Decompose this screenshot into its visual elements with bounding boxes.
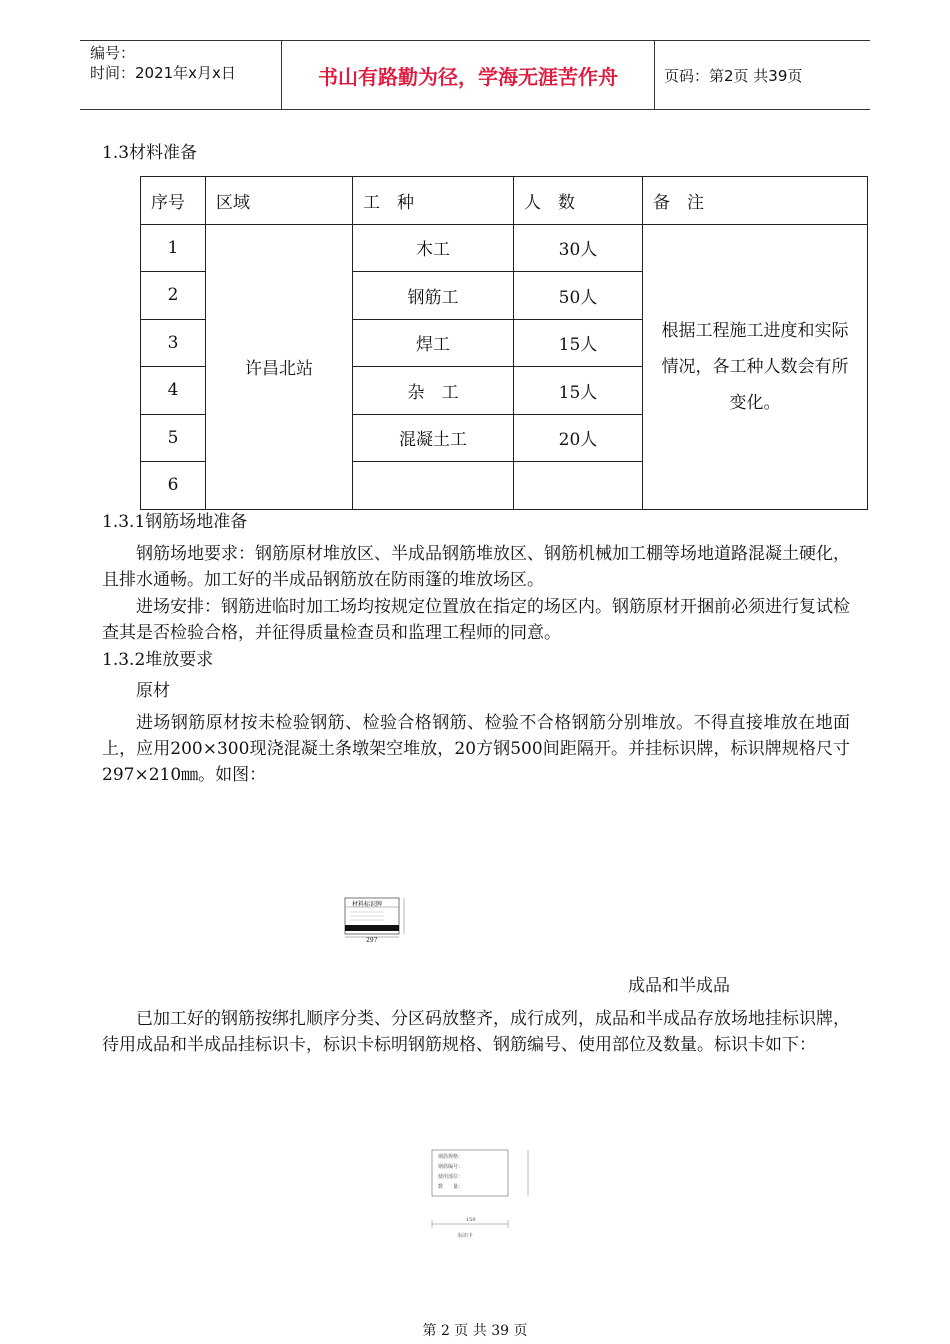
- remark-cell: 根据工程施工进度和实际情况，各工种人数会有所变化。: [643, 224, 868, 509]
- page-header: [80, 40, 870, 110]
- area-cell: 许昌北站: [206, 224, 353, 509]
- label-card-caption: 标识卡: [458, 1233, 474, 1239]
- table-row: [141, 224, 868, 272]
- subsection-title: 1.3.2堆放要求: [102, 650, 214, 670]
- count-cell: 15人: [514, 319, 643, 367]
- staff-table: [140, 176, 868, 510]
- header-meta: [80, 41, 282, 109]
- table-header-cell: 人 数: [514, 177, 643, 225]
- header-page-label: 页码：第2页 共39页: [664, 66, 803, 85]
- label-card-line: 使用部位：: [438, 1174, 464, 1180]
- row-number: 4: [141, 367, 206, 415]
- trade-cell: [353, 462, 514, 510]
- count-cell: 50人: [514, 272, 643, 320]
- paragraph: 进场安排：钢筋进临时加工场均按规定位置放在指定的场区内。钢筋原材开捆前必须进行复试检查其是否检验合格，并征得质量检查员和监理工程师的同意。: [102, 597, 850, 643]
- subsection-title: 1.3.1钢筋场地准备: [102, 512, 248, 532]
- table-header-cell: 区域: [206, 177, 353, 225]
- paragraph: 已加工好的钢筋按绑扎顺序分类、分区码放整齐，成行成列，成品和半成品存放场地挂标识牌，待用成品和半成品挂标识卡，标识卡标明钢筋规格、钢筋编号、使用部位及数量。标识卡如下：: [102, 1009, 850, 1055]
- paragraph: 钢筋场地要求：钢筋原材堆放区、半成品钢筋堆放区、钢筋机械加工棚等场地道路混凝土硬化，且排水通畅。加工好的半成品钢筋放在防雨篷的堆放场区。: [102, 544, 850, 590]
- row-number: 3: [141, 319, 206, 367]
- table-header-cell: 备 注: [643, 177, 868, 225]
- subheading: 原材: [136, 681, 170, 701]
- row-number: 2: [141, 272, 206, 320]
- sign-title: 材料标识牌: [352, 901, 383, 908]
- trade-cell: 焊工: [353, 319, 514, 367]
- table-header-cell: 工 种: [353, 177, 514, 225]
- number-label: 编号：: [90, 44, 136, 62]
- time-label: 时间：2021年x月x日: [90, 64, 236, 82]
- label-card-line: 数 量：: [438, 1184, 464, 1190]
- label-card-line: 钢筋编号：: [438, 1164, 464, 1170]
- subheading: 成品和半成品: [628, 976, 730, 996]
- label-card-dimension: 150: [466, 1217, 476, 1223]
- trade-cell: 杂 工: [353, 367, 514, 415]
- page-footer: 第 2 页 共 39 页: [422, 1323, 528, 1339]
- label-card-figure: [428, 1148, 538, 1242]
- trade-cell: 钢筋工: [353, 272, 514, 320]
- table-header-row: [141, 177, 868, 225]
- count-cell: 30人: [514, 224, 643, 272]
- header-motto: 书山有路勤为径，学海无涯苦作舟: [282, 41, 655, 109]
- material-sign-figure: [344, 897, 414, 945]
- label-card-fields: [438, 1152, 463, 1192]
- section-title: 1.3材料准备: [102, 143, 198, 163]
- label-card-line: 钢筋规格：: [438, 1154, 464, 1160]
- row-number: 5: [141, 414, 206, 462]
- count-cell: 20人: [514, 414, 643, 462]
- row-number: 6: [141, 462, 206, 510]
- trade-cell: 混凝土工: [353, 414, 514, 462]
- paragraph: 进场钢筋原材按未检验钢筋、检验合格钢筋、检验不合格钢筋分别堆放。不得直接堆放在地面上，应用200×300现浇混凝土条墩架空堆放，20方钢500间距隔开。并挂标识牌，标识牌规格尺寸297×210㎜。如图：: [102, 713, 850, 785]
- count-cell: 15人: [514, 367, 643, 415]
- count-cell: [514, 462, 643, 510]
- row-number: 1: [141, 224, 206, 272]
- sign-dimension: 297: [366, 937, 378, 944]
- table-header-cell: 序号: [141, 177, 206, 225]
- trade-cell: 木工: [353, 224, 514, 272]
